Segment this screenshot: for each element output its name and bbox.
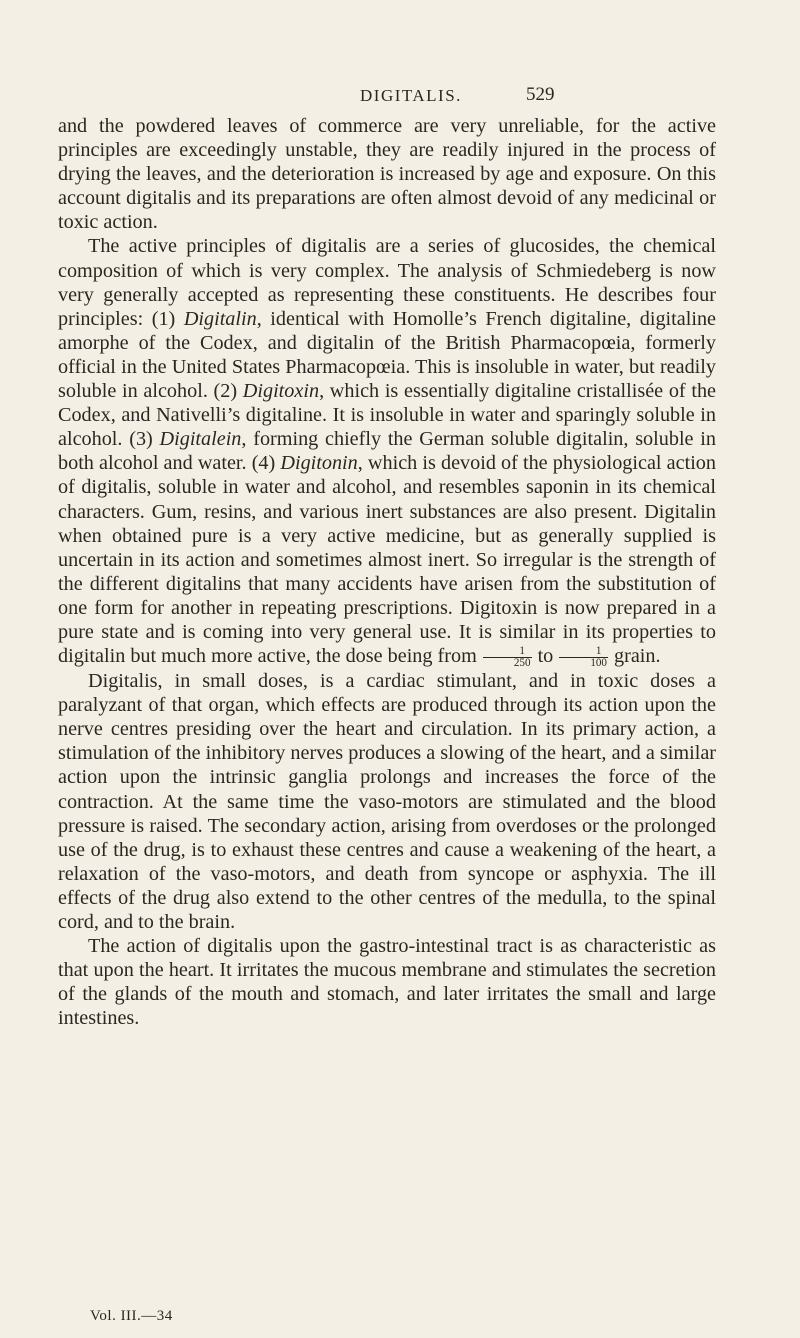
paragraph-active-principles xyxy=(58,234,716,669)
italic-term: Digitonin xyxy=(280,452,358,475)
text-run: The active principles of digitalis are a series of glucosides, the chemical composition of which is very complex. The analysis of Schmiedeberg is now very generally accepted as representing these constituents. He describes four principles: (1) xyxy=(58,235,716,330)
fraction xyxy=(559,646,608,669)
italic-term: Digitalin xyxy=(183,307,257,330)
italic-term: Digitalein xyxy=(159,428,242,451)
body-text xyxy=(58,114,716,1030)
fraction-numerator: 1 xyxy=(559,646,608,658)
paragraph-cardiac-action: Digitalis, in small doses, is a cardiac stimulant, and in toxic doses a paralyzant of that organ, which effects are produced through its action upon the nerve centres presiding over the heart and circulation. In its primary action, a stimulation of the inhibitory nerves produces a slowing of the heart, and a similar action upon the intrinsic ganglia prolongs and increases the force of the contraction. At the same time the vaso-motors are stimulated and the blood pressure is raised. The secondary action, arising from overdoses or the prolonged use of the drug, is to exhaust these centres and cause a weakening of the heart, a relaxation of the vaso-motors, and death from syncope or asphyxia. The ill effects of the drug also extend to the other centres of the medulla, to the spinal cord, and to the brain. xyxy=(58,670,716,933)
running-title: DIGITALIS. xyxy=(360,86,462,105)
paragraph-gastro-intestinal-action: The action of digitalis upon the gastro-intestinal tract is as characteristic as that upon the heart. It irritates the mucous membrane and stimulates the secretion of the glands of the mouth and stomach, and later irritates the small and large intestines. xyxy=(58,935,716,1030)
text-run: , forming chiefly the German soluble digitalin, soluble in both alcohol and water. (4) xyxy=(58,428,716,475)
italic-term: Digitoxin xyxy=(242,380,320,403)
fraction-denominator: 100 xyxy=(590,656,607,669)
paragraph-continuation: and the powdered leaves of commerce are very unreliable, for the active principles are exceedingly unstable, they are readily injured in the process of drying the leaves, and the deterioration is increased by age and exposure. On this account digitalis and its preparations are often almost devoid of any medicinal or toxic action. xyxy=(58,115,716,234)
fraction xyxy=(483,646,532,669)
fraction-denominator: 250 xyxy=(513,656,531,669)
text-run: grain. xyxy=(608,645,661,668)
signature-mark: Vol. III.—34 xyxy=(90,1308,173,1324)
text-run: , identical with Homolle’s French digitaline, digitaline amorphe of the Codex, and digitalin of the British Pharmacopœia, formerly official in the United States Pharmacopœia. This is insoluble in water, but readily soluble in alcohol. (2) xyxy=(58,307,716,403)
fraction-numerator: 1 xyxy=(483,646,532,658)
text-run: , which is essentially digitaline cristallisée of the Codex, and Nativelli’s digitaline. It is insoluble in water and sparingly soluble in alcohol. (3) xyxy=(58,380,717,451)
page-number: 529 xyxy=(526,84,555,105)
text-run: , which is devoid of the physiological action of digitalis, soluble in water and alcohol, and resembles saponin in its chemical characters. Gum, resins, and various inert substances are also present. Digitalin when obtained pure is a very active medicine, but as generally supplied is uncertain in its action and sometimes almost inert. So irregular is the strength of the different digitalins that many accidents have arisen from the substitution of one form for another in repeating prescriptions. Digitoxin is now prepared in a pure state and is coming into very general use. It is similar in its properties to digitalin but much more active, the dose being from xyxy=(58,452,716,668)
text-run: to xyxy=(532,645,559,668)
page-header xyxy=(0,84,800,108)
